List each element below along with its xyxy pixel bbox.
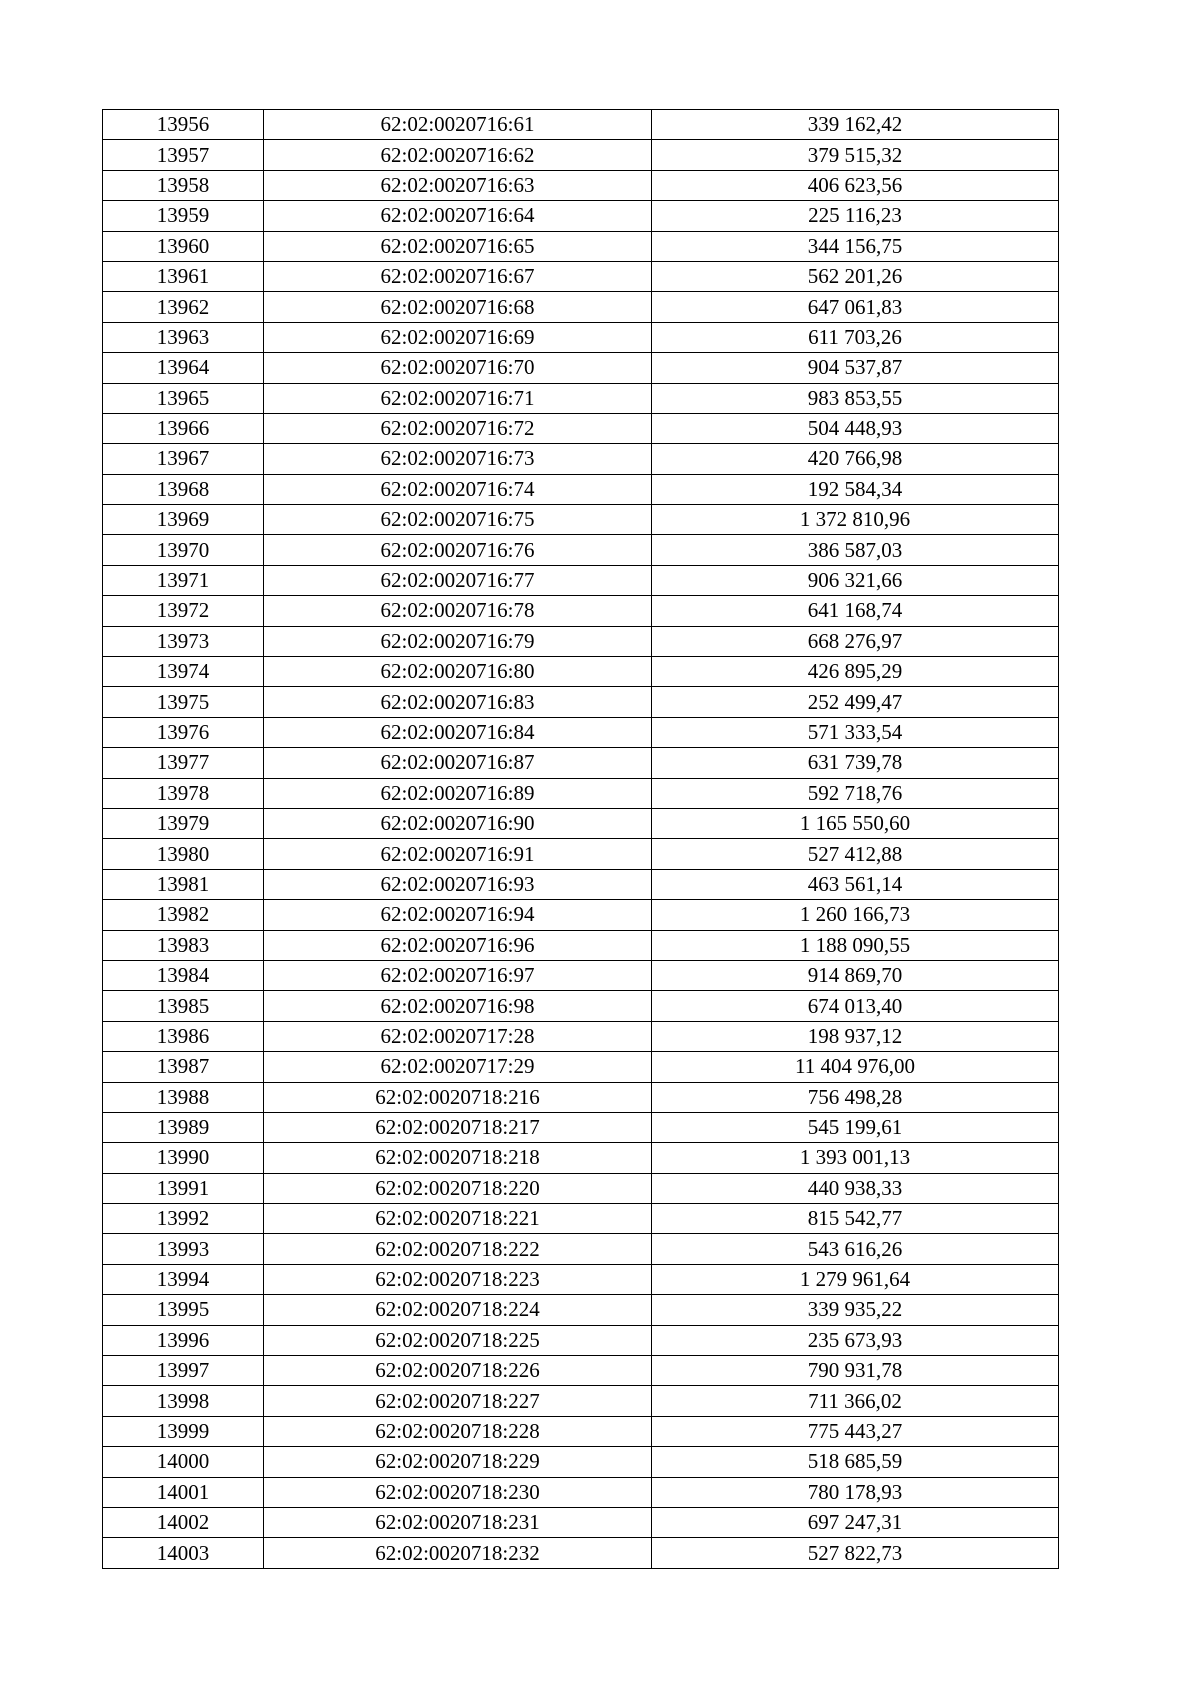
row-number-cell: 13984 — [103, 960, 264, 990]
row-number-cell: 13972 — [103, 596, 264, 626]
value-cell: 518 685,59 — [652, 1447, 1059, 1477]
value-cell: 647 061,83 — [652, 292, 1059, 322]
value-cell: 780 178,93 — [652, 1477, 1059, 1507]
value-cell: 1 279 961,64 — [652, 1264, 1059, 1294]
cadastral-number-cell: 62:02:0020718:225 — [264, 1325, 652, 1355]
table-row — [103, 1477, 1059, 1507]
row-number-cell: 13977 — [103, 748, 264, 778]
value-cell: 426 895,29 — [652, 657, 1059, 687]
cadastral-number-cell: 62:02:0020716:96 — [264, 930, 652, 960]
row-number-cell: 13993 — [103, 1234, 264, 1264]
cadastral-number-cell: 62:02:0020716:61 — [264, 110, 652, 140]
table-row — [103, 1143, 1059, 1173]
table-row — [103, 383, 1059, 413]
value-cell: 674 013,40 — [652, 991, 1059, 1021]
row-number-cell: 13991 — [103, 1173, 264, 1203]
row-number-cell: 13975 — [103, 687, 264, 717]
row-number-cell: 13989 — [103, 1112, 264, 1142]
value-cell: 545 199,61 — [652, 1112, 1059, 1142]
row-number-cell: 13956 — [103, 110, 264, 140]
table-row — [103, 565, 1059, 595]
value-cell: 571 333,54 — [652, 717, 1059, 747]
value-cell: 11 404 976,00 — [652, 1052, 1059, 1082]
cadastral-number-cell: 62:02:0020718:220 — [264, 1173, 652, 1203]
value-cell: 1 260 166,73 — [652, 900, 1059, 930]
table-row — [103, 596, 1059, 626]
cadastral-number-cell: 62:02:0020716:68 — [264, 292, 652, 322]
cadastral-number-cell: 62:02:0020716:83 — [264, 687, 652, 717]
table-row — [103, 1112, 1059, 1142]
cadastral-number-cell: 62:02:0020717:29 — [264, 1052, 652, 1082]
table-row — [103, 444, 1059, 474]
cadastral-number-cell: 62:02:0020716:75 — [264, 505, 652, 535]
value-cell: 641 168,74 — [652, 596, 1059, 626]
table-row — [103, 900, 1059, 930]
value-cell: 592 718,76 — [652, 778, 1059, 808]
value-cell: 339 162,42 — [652, 110, 1059, 140]
cadastral-number-cell: 62:02:0020716:67 — [264, 261, 652, 291]
row-number-cell: 13964 — [103, 353, 264, 383]
value-cell: 386 587,03 — [652, 535, 1059, 565]
row-number-cell: 13965 — [103, 383, 264, 413]
table-row — [103, 1021, 1059, 1051]
table-row — [103, 1052, 1059, 1082]
row-number-cell: 13960 — [103, 231, 264, 261]
cadastral-number-cell: 62:02:0020716:70 — [264, 353, 652, 383]
cadastral-number-cell: 62:02:0020716:77 — [264, 565, 652, 595]
row-number-cell: 13988 — [103, 1082, 264, 1112]
value-cell: 914 869,70 — [652, 960, 1059, 990]
cadastral-number-cell: 62:02:0020716:62 — [264, 140, 652, 170]
cadastral-number-cell: 62:02:0020716:79 — [264, 626, 652, 656]
cadastral-number-cell: 62:02:0020718:217 — [264, 1112, 652, 1142]
table-row — [103, 1386, 1059, 1416]
row-number-cell: 13967 — [103, 444, 264, 474]
table-row — [103, 505, 1059, 535]
table-row — [103, 960, 1059, 990]
row-number-cell: 13986 — [103, 1021, 264, 1051]
cadastral-number-cell: 62:02:0020716:90 — [264, 808, 652, 838]
row-number-cell: 13968 — [103, 474, 264, 504]
table-row — [103, 261, 1059, 291]
value-cell: 420 766,98 — [652, 444, 1059, 474]
table-row — [103, 1538, 1059, 1568]
cadastral-number-cell: 62:02:0020716:91 — [264, 839, 652, 869]
value-cell: 463 561,14 — [652, 869, 1059, 899]
row-number-cell: 13971 — [103, 565, 264, 595]
table-row — [103, 1507, 1059, 1537]
table-row — [103, 748, 1059, 778]
cadastral-number-cell: 62:02:0020716:65 — [264, 231, 652, 261]
table-row — [103, 778, 1059, 808]
row-number-cell: 13974 — [103, 657, 264, 687]
value-cell: 790 931,78 — [652, 1356, 1059, 1386]
value-cell: 543 616,26 — [652, 1234, 1059, 1264]
row-number-cell: 13979 — [103, 808, 264, 838]
value-cell: 235 673,93 — [652, 1325, 1059, 1355]
table-row — [103, 1264, 1059, 1294]
value-cell: 1 393 001,13 — [652, 1143, 1059, 1173]
cadastral-value-table — [102, 109, 1059, 1569]
cadastral-number-cell: 62:02:0020716:80 — [264, 657, 652, 687]
row-number-cell: 13996 — [103, 1325, 264, 1355]
value-cell: 339 935,22 — [652, 1295, 1059, 1325]
value-cell: 225 116,23 — [652, 201, 1059, 231]
cadastral-number-cell: 62:02:0020718:231 — [264, 1507, 652, 1537]
row-number-cell: 13966 — [103, 413, 264, 443]
row-number-cell: 13994 — [103, 1264, 264, 1294]
cadastral-number-cell: 62:02:0020716:93 — [264, 869, 652, 899]
value-cell: 344 156,75 — [652, 231, 1059, 261]
row-number-cell: 13990 — [103, 1143, 264, 1173]
cadastral-number-cell: 62:02:0020716:73 — [264, 444, 652, 474]
cadastral-number-cell: 62:02:0020716:74 — [264, 474, 652, 504]
row-number-cell: 13969 — [103, 505, 264, 535]
row-number-cell: 13963 — [103, 322, 264, 352]
row-number-cell: 13976 — [103, 717, 264, 747]
row-number-cell: 14000 — [103, 1447, 264, 1477]
row-number-cell: 13961 — [103, 261, 264, 291]
row-number-cell: 13985 — [103, 991, 264, 1021]
value-cell: 198 937,12 — [652, 1021, 1059, 1051]
cadastral-number-cell: 62:02:0020716:71 — [264, 383, 652, 413]
cadastral-number-cell: 62:02:0020718:228 — [264, 1416, 652, 1446]
table-row — [103, 353, 1059, 383]
cadastral-number-cell: 62:02:0020718:221 — [264, 1204, 652, 1234]
row-number-cell: 13959 — [103, 201, 264, 231]
value-cell: 252 499,47 — [652, 687, 1059, 717]
row-number-cell: 13992 — [103, 1204, 264, 1234]
table-row — [103, 1447, 1059, 1477]
value-cell: 815 542,77 — [652, 1204, 1059, 1234]
cadastral-number-cell: 62:02:0020716:69 — [264, 322, 652, 352]
value-cell: 1 188 090,55 — [652, 930, 1059, 960]
cadastral-number-cell: 62:02:0020718:226 — [264, 1356, 652, 1386]
cadastral-number-cell: 62:02:0020716:97 — [264, 960, 652, 990]
value-cell: 631 739,78 — [652, 748, 1059, 778]
row-number-cell: 14003 — [103, 1538, 264, 1568]
cadastral-number-cell: 62:02:0020716:72 — [264, 413, 652, 443]
table-row — [103, 110, 1059, 140]
value-cell: 1 165 550,60 — [652, 808, 1059, 838]
row-number-cell: 13983 — [103, 930, 264, 960]
row-number-cell: 13987 — [103, 1052, 264, 1082]
cadastral-number-cell: 62:02:0020718:222 — [264, 1234, 652, 1264]
row-number-cell: 13997 — [103, 1356, 264, 1386]
table-row — [103, 1173, 1059, 1203]
cadastral-number-cell: 62:02:0020716:76 — [264, 535, 652, 565]
cadastral-number-cell: 62:02:0020716:98 — [264, 991, 652, 1021]
table-row — [103, 808, 1059, 838]
table-row — [103, 1204, 1059, 1234]
row-number-cell: 13981 — [103, 869, 264, 899]
value-cell: 1 372 810,96 — [652, 505, 1059, 535]
row-number-cell: 13995 — [103, 1295, 264, 1325]
value-cell: 697 247,31 — [652, 1507, 1059, 1537]
row-number-cell: 13973 — [103, 626, 264, 656]
table-row — [103, 140, 1059, 170]
table-row — [103, 717, 1059, 747]
table-row — [103, 231, 1059, 261]
row-number-cell: 13980 — [103, 839, 264, 869]
cadastral-number-cell: 62:02:0020716:87 — [264, 748, 652, 778]
cadastral-number-cell: 62:02:0020718:227 — [264, 1386, 652, 1416]
table-row — [103, 1082, 1059, 1112]
value-cell: 379 515,32 — [652, 140, 1059, 170]
row-number-cell: 13999 — [103, 1416, 264, 1446]
row-number-cell: 13958 — [103, 170, 264, 200]
value-cell: 192 584,34 — [652, 474, 1059, 504]
table-row — [103, 1356, 1059, 1386]
table-row — [103, 1295, 1059, 1325]
row-number-cell: 14001 — [103, 1477, 264, 1507]
table-row — [103, 201, 1059, 231]
table-row — [103, 292, 1059, 322]
row-number-cell: 13998 — [103, 1386, 264, 1416]
value-cell: 983 853,55 — [652, 383, 1059, 413]
row-number-cell: 13978 — [103, 778, 264, 808]
cadastral-number-cell: 62:02:0020716:94 — [264, 900, 652, 930]
table-row — [103, 535, 1059, 565]
table-row — [103, 322, 1059, 352]
value-cell: 440 938,33 — [652, 1173, 1059, 1203]
value-cell: 711 366,02 — [652, 1386, 1059, 1416]
table-row — [103, 1325, 1059, 1355]
table-row — [103, 413, 1059, 443]
value-cell: 527 412,88 — [652, 839, 1059, 869]
cadastral-number-cell: 62:02:0020718:223 — [264, 1264, 652, 1294]
cadastral-number-cell: 62:02:0020718:229 — [264, 1447, 652, 1477]
value-cell: 906 321,66 — [652, 565, 1059, 595]
value-cell: 775 443,27 — [652, 1416, 1059, 1446]
cadastral-number-cell: 62:02:0020716:84 — [264, 717, 652, 747]
row-number-cell: 13970 — [103, 535, 264, 565]
table-row — [103, 474, 1059, 504]
cadastral-number-cell: 62:02:0020716:89 — [264, 778, 652, 808]
table-body — [103, 110, 1059, 1569]
value-cell: 668 276,97 — [652, 626, 1059, 656]
cadastral-number-cell: 62:02:0020718:216 — [264, 1082, 652, 1112]
table-row — [103, 930, 1059, 960]
value-cell: 406 623,56 — [652, 170, 1059, 200]
table-row — [103, 657, 1059, 687]
row-number-cell: 13957 — [103, 140, 264, 170]
row-number-cell: 13962 — [103, 292, 264, 322]
cadastral-number-cell: 62:02:0020716:64 — [264, 201, 652, 231]
value-cell: 904 537,87 — [652, 353, 1059, 383]
cadastral-number-cell: 62:02:0020718:232 — [264, 1538, 652, 1568]
value-cell: 504 448,93 — [652, 413, 1059, 443]
table-row — [103, 170, 1059, 200]
cadastral-number-cell: 62:02:0020718:218 — [264, 1143, 652, 1173]
row-number-cell: 13982 — [103, 900, 264, 930]
table-row — [103, 839, 1059, 869]
table-row — [103, 1416, 1059, 1446]
cadastral-number-cell: 62:02:0020716:78 — [264, 596, 652, 626]
cadastral-number-cell: 62:02:0020717:28 — [264, 1021, 652, 1051]
row-number-cell: 14002 — [103, 1507, 264, 1537]
table-row — [103, 991, 1059, 1021]
table-row — [103, 626, 1059, 656]
value-cell: 562 201,26 — [652, 261, 1059, 291]
value-cell: 611 703,26 — [652, 322, 1059, 352]
table-row — [103, 687, 1059, 717]
table-row — [103, 1234, 1059, 1264]
cadastral-number-cell: 62:02:0020716:63 — [264, 170, 652, 200]
table-row — [103, 869, 1059, 899]
value-cell: 527 822,73 — [652, 1538, 1059, 1568]
cadastral-number-cell: 62:02:0020718:224 — [264, 1295, 652, 1325]
cadastral-number-cell: 62:02:0020718:230 — [264, 1477, 652, 1507]
value-cell: 756 498,28 — [652, 1082, 1059, 1112]
